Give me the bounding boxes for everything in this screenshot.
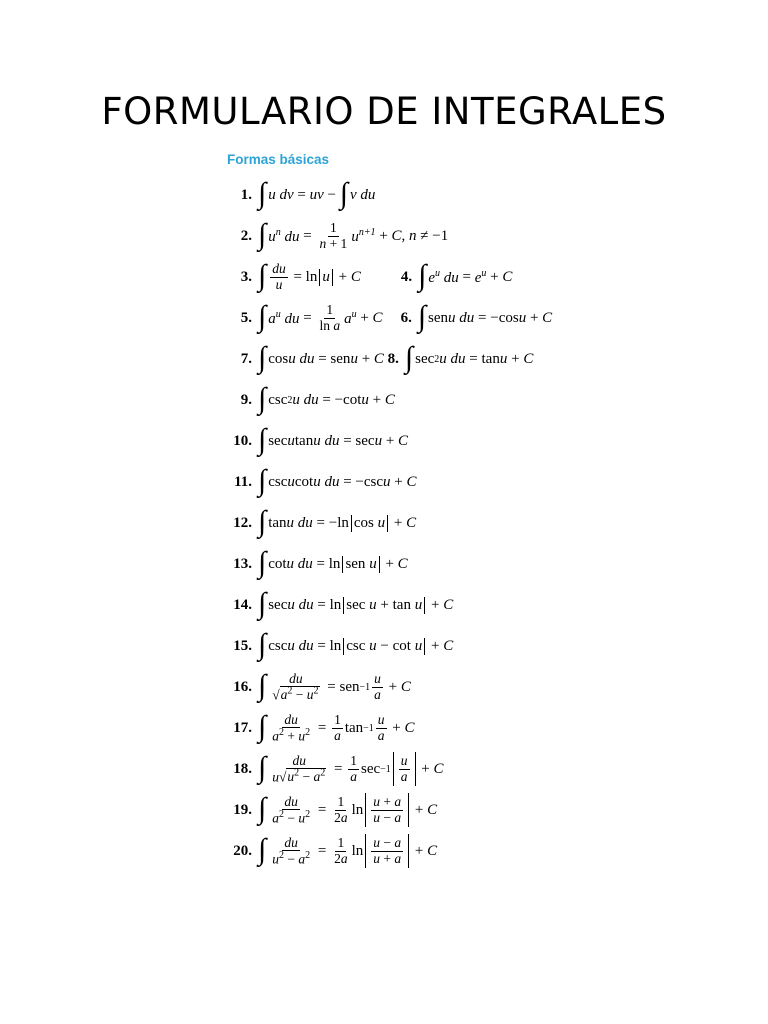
formula-number: 12.: [233, 514, 252, 531]
section-heading: Formas básicas: [227, 152, 330, 167]
formula-number: 16.: [233, 678, 252, 695]
formula-number: 14.: [233, 596, 252, 613]
formula-number: 4.: [400, 268, 413, 285]
formula-15: 15. ∫ csc u du = ln csc u − cot u + C: [226, 626, 453, 666]
formula-9: 9. ∫ csc 2 u du = −cot u + C: [226, 380, 395, 420]
formula-number: 20.: [233, 842, 252, 859]
formula-19: 19. ∫ $\frac{du}{a^2 - u^2}$ = $\frac{1}{2a}$ ln $\frac{u + a}{u - a}$ + C: [226, 790, 437, 830]
formula-number: 11.: [234, 473, 252, 490]
formula-number: 2.: [240, 227, 252, 244]
formula-2: 2. ∫ $u^n$ du = $\frac{1}{n + 1}$ $u^{n+1}$ + C , n ≠ −1: [226, 216, 448, 256]
formula-number: 7.: [240, 350, 252, 367]
formula-number: 15.: [233, 637, 252, 654]
page-title: FORMULARIO DE INTEGRALES: [101, 90, 667, 133]
formula-number: 17.: [233, 719, 252, 736]
formula-5-6: 5. ∫ $a^u$ du = $\frac{1}{\text{ln a}}$ $a^u$ + C 6. ∫ sen u du = −cos u + C: [226, 298, 552, 338]
formula-17: 17. ∫ $\frac{du}{a^2 + u^2}$ = $\frac{1}{a}$ tan −1 $\frac{u}{a}$ + C: [226, 708, 415, 748]
formula-number: 6.: [400, 309, 412, 326]
formula-number: 1.: [240, 186, 252, 203]
formula-number: 19.: [233, 801, 252, 818]
formula-13: 13. ∫ cot u du = ln sen u + C: [226, 544, 408, 584]
formula-1: 1. ∫ u dv = uv − ∫ v du: [226, 175, 375, 215]
formula-20: 20. ∫ $\frac{du}{u^2 - a^2}$ = $\frac{1}{2a}$ ln $\frac{u - a}{u + a}$ + C: [226, 831, 437, 871]
formula-number: 9.: [240, 391, 252, 408]
formula-7-8: 7. ∫ cos u du = sen u + C 8. ∫ sec 2 u du = tan u + C: [226, 339, 533, 379]
formula-number: 5.: [240, 309, 252, 326]
formula-number: 18.: [233, 760, 252, 777]
formula-number: 3.: [240, 268, 252, 285]
formula-number: 13.: [233, 555, 252, 572]
formula-3-4: 3. ∫ $\frac{du}{u}$ = ln u + C 4. ∫ $e^u$ du = $e^u$ + C: [226, 257, 512, 297]
formula-11: 11. ∫ csc u cot u du = −csc u + C: [226, 462, 417, 502]
formula-number: 8.: [387, 350, 399, 367]
formula-12: 12. ∫ tan u du = −ln cos u + C: [226, 503, 416, 543]
formula-10: 10. ∫ sec u tan u du = sec u + C: [226, 421, 408, 461]
formula-16: 16. ∫ $\frac{du}{√a^2 - u^2}$ = sen −1 $\frac{u}{a}$ + C: [226, 667, 411, 707]
formula-18: 18. ∫ $\frac{du}{u√u^2 - a^2}$ = $\frac{1}{a}$ sec −1 $\frac{u}{a}$ + C: [226, 749, 444, 789]
formula-14: 14. ∫ sec u du = ln sec u + tan u + C: [226, 585, 453, 625]
formula-number: 10.: [233, 432, 252, 449]
